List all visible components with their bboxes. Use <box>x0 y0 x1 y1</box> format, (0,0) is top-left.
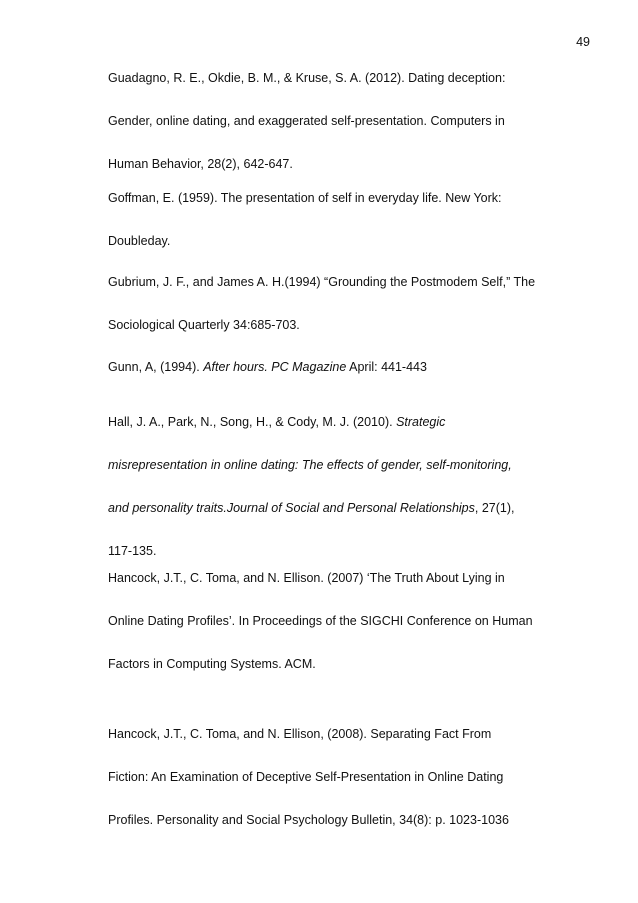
reference-text: Fiction: An Examination of Deceptive Self-Presentation in Online Dating <box>108 770 504 784</box>
reference-line <box>108 570 578 586</box>
reference-text: Goffman, E. (1959). The presentation of self in everyday life. New York: <box>108 191 502 205</box>
reference-entry <box>108 359 578 375</box>
reference-line <box>108 769 578 785</box>
reference-line <box>108 414 578 430</box>
reference-line <box>108 457 578 473</box>
reference-text: Doubleday. <box>108 234 171 248</box>
reference-text: Gender, online dating, and exaggerated self-presentation. Computers in <box>108 114 505 128</box>
reference-text: Profiles. Personality and Social Psychology Bulletin, 34(8): p. 1023-1036 <box>108 813 509 827</box>
reference-text: Factors in Computing Systems. ACM. <box>108 657 316 671</box>
reference-line <box>108 190 578 206</box>
reference-text: Human Behavior, 28(2), 642-647. <box>108 157 293 171</box>
reference-line <box>108 274 578 290</box>
page-number: 49 <box>576 35 590 49</box>
reference-line <box>108 113 578 129</box>
reference-text: Gunn, A, (1994). <box>108 360 204 374</box>
reference-entry <box>108 726 578 828</box>
reference-line <box>108 812 578 828</box>
reference-text: Hancock, J.T., C. Toma, and N. Ellison, (2008). Separating Fact From <box>108 727 492 741</box>
reference-line <box>108 500 578 516</box>
italic-text: After hours. PC Magazine <box>203 360 347 374</box>
reference-entry <box>108 70 578 172</box>
reference-line <box>108 233 578 249</box>
italic-text: misrepresentation in online dating: The effects of gender, self-monitoring, <box>108 458 512 472</box>
reference-entry <box>108 570 578 672</box>
reference-entry <box>108 274 578 333</box>
reference-text: Hancock, J.T., C. Toma, and N. Ellison. (2007) ‘The Truth About Lying in <box>108 571 505 585</box>
reference-line <box>108 543 578 559</box>
reference-text: Hall, J. A., Park, N., Song, H., & Cody, M. J. (2010). <box>108 415 397 429</box>
reference-text: April: 441-443 <box>346 360 427 374</box>
reference-line <box>108 656 578 672</box>
reference-text: 117-135. <box>108 544 157 558</box>
reference-entry <box>108 190 578 249</box>
italic-text: and personality traits. <box>108 501 227 515</box>
reference-line <box>108 70 578 86</box>
reference-text: Guadagno, R. E., Okdie, B. M., & Kruse, S. A. (2012). Dating deception: <box>108 71 506 85</box>
reference-line <box>108 359 578 375</box>
italic-text: Journal of Social and Personal Relationships <box>226 501 475 515</box>
reference-text: , 27(1), <box>474 501 515 515</box>
reference-entry <box>108 414 578 559</box>
reference-text: Online Dating Profiles’. In Proceedings of the SIGCHI Conference on Human <box>108 614 533 628</box>
italic-text: Strategic <box>396 415 446 429</box>
reference-text: Sociological Quarterly 34:685-703. <box>108 318 300 332</box>
reference-line <box>108 156 578 172</box>
reference-line <box>108 317 578 333</box>
reference-text: Gubrium, J. F., and James A. H.(1994) “Grounding the Postmodem Self,” The <box>108 275 536 289</box>
reference-line <box>108 726 578 742</box>
reference-line <box>108 613 578 629</box>
